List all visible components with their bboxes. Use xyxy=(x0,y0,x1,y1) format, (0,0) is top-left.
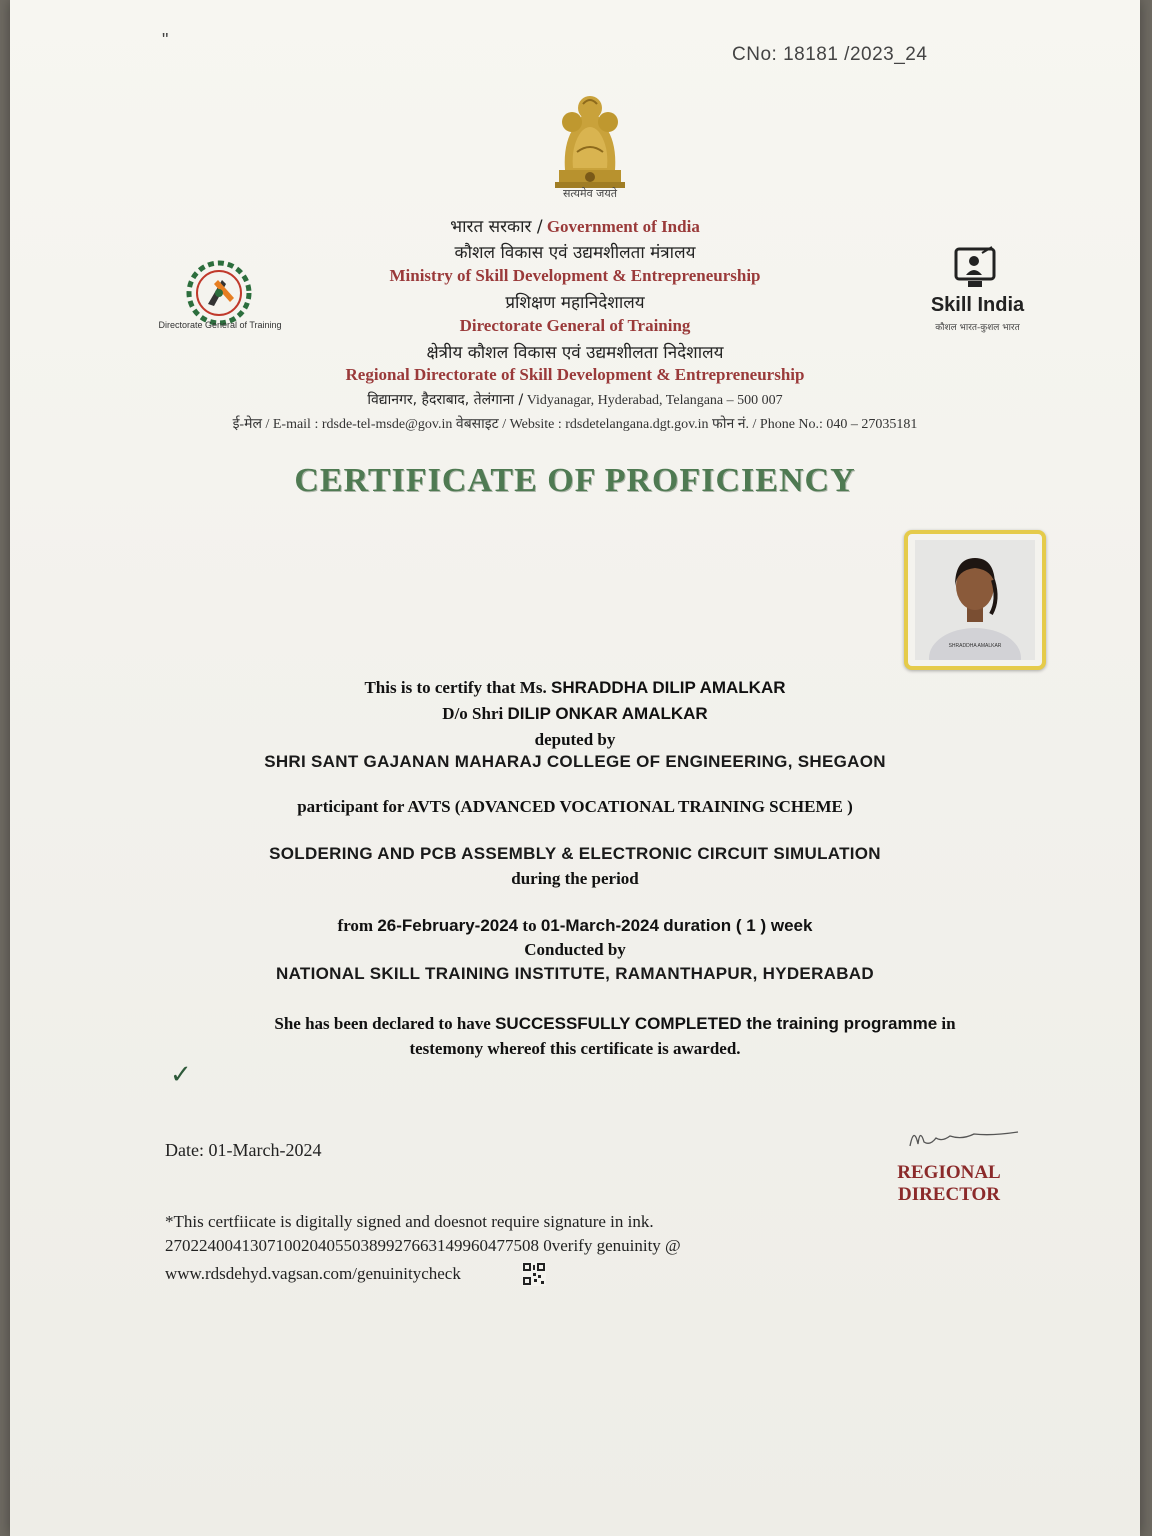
dgt-hindi: प्रशिक्षण महानिदेशालय xyxy=(505,293,645,313)
certify-prefix: This is to certify that Ms. xyxy=(364,678,547,697)
gov-line xyxy=(10,214,1140,237)
qr-code-icon xyxy=(522,1262,546,1286)
relation-line xyxy=(10,704,1140,724)
dgt-caption: Directorate General of Training xyxy=(158,320,282,330)
candidate-photo xyxy=(904,530,1046,670)
institute-name: NATIONAL SKILL TRAINING INSTITUTE, RAMANTHAPUR, HYDERABAD xyxy=(276,964,874,983)
declared-prefix: She has been declared to have xyxy=(274,1014,491,1033)
to-label: to xyxy=(522,916,537,935)
address-hindi: विद्यानगर, हैदराबाद, तेलंगाना / xyxy=(367,392,524,408)
relation-prefix: D/o Shri xyxy=(442,704,504,723)
father-name: DILIP ONKAR AMALKAR xyxy=(507,704,708,723)
declared-status: SUCCESSFULLY COMPLETED the training programme xyxy=(495,1014,938,1033)
ministry-hindi: कौशल विकास एवं उद्यमशीलता मंत्रालय xyxy=(454,243,696,263)
address-line xyxy=(10,390,1140,409)
from-date: 26-February-2024 xyxy=(377,916,519,935)
certificate-title: CERTIFICATE OF PROFICIENCY xyxy=(294,462,856,499)
to-date: 01-March-2024 xyxy=(540,916,659,935)
candidate-name: SHRADDHA DILIP AMALKAR xyxy=(550,678,786,697)
during-line: during the period xyxy=(511,869,639,888)
photo-caption: SHRADDHA AMALKAR xyxy=(948,643,1002,649)
duration: duration ( 1 ) week xyxy=(663,916,813,935)
certificate-page xyxy=(10,0,1140,1536)
gov-hindi: भारत सरकार / xyxy=(450,217,543,237)
regional-hindi: क्षेत्रीय कौशल विकास एवं उद्यमशीलता निदेशालय xyxy=(426,343,724,363)
emblem-motto: सत्यमेव जयते xyxy=(562,187,617,200)
photo-image xyxy=(915,540,1035,660)
portrait-icon xyxy=(915,540,1035,660)
verification-code: 27022400413071002040550389927663149960477508 0verify genuinity @ xyxy=(165,1236,681,1255)
quote-mark: " xyxy=(162,30,169,50)
national-emblem-icon xyxy=(545,82,635,192)
testimony-line: testemony whereof this certificate is awarded. xyxy=(409,1039,741,1058)
conducted-by: Conducted by xyxy=(524,940,626,959)
signatory-title xyxy=(884,1162,1014,1206)
verification-url: www.rdsdehyd.vagsan.com/genuinitycheck xyxy=(165,1264,461,1283)
course-name: SOLDERING AND PCB ASSEMBLY & ELECTRONIC CIRCUIT SIMULATION xyxy=(269,844,881,863)
period-line xyxy=(10,916,1140,936)
signatory-line1: REGIONAL xyxy=(897,1162,1001,1183)
gov-english: Government of India xyxy=(546,217,700,236)
participant-line: participant for AVTS (ADVANCED VOCATIONAL TRAINING SCHEME ) xyxy=(297,797,853,816)
dgt-english: Directorate General of Training xyxy=(459,316,691,335)
certify-line xyxy=(10,678,1140,698)
signature-icon xyxy=(902,1116,1022,1156)
regional-english: Regional Directorate of Skill Development & Entrepreneurship xyxy=(345,365,805,384)
from-label: from xyxy=(337,916,374,935)
deputed-by: deputed by xyxy=(534,730,616,749)
issue-date: Date: 01-March-2024 xyxy=(165,1140,322,1160)
check-mark-icon: ✓ xyxy=(170,1060,192,1090)
certificate-number: CNo: 18181 /2023_24 xyxy=(732,44,928,65)
skill-india-tagline: कौशल भारत-कुशल भारत xyxy=(935,323,1020,333)
address-english: Vidyanagar, Hyderabad, Telangana – 500 007 xyxy=(526,393,783,408)
declared-suffix: in xyxy=(941,1014,956,1033)
declared-line xyxy=(50,1014,1140,1034)
digital-sign-note: *This certfiicate is digitally signed and doesnot require signature in ink. xyxy=(165,1212,654,1231)
signatory-line2: DIRECTOR xyxy=(897,1184,1001,1205)
skill-india-name: Skill India xyxy=(930,294,1025,316)
college-name: SHRI SANT GAJANAN MAHARAJ COLLEGE OF ENGINEERING, SHEGAON xyxy=(264,752,886,771)
ministry-english: Ministry of Skill Development & Entrepreneurship xyxy=(389,266,761,285)
contact-line: ई-मेल / E-mail : rdsde-tel-msde@gov.in वेबसाइट / Website : rdsdetelangana.dgt.gov.in फोन नं. / Phone No.: 040 – 27035181 xyxy=(232,417,918,432)
